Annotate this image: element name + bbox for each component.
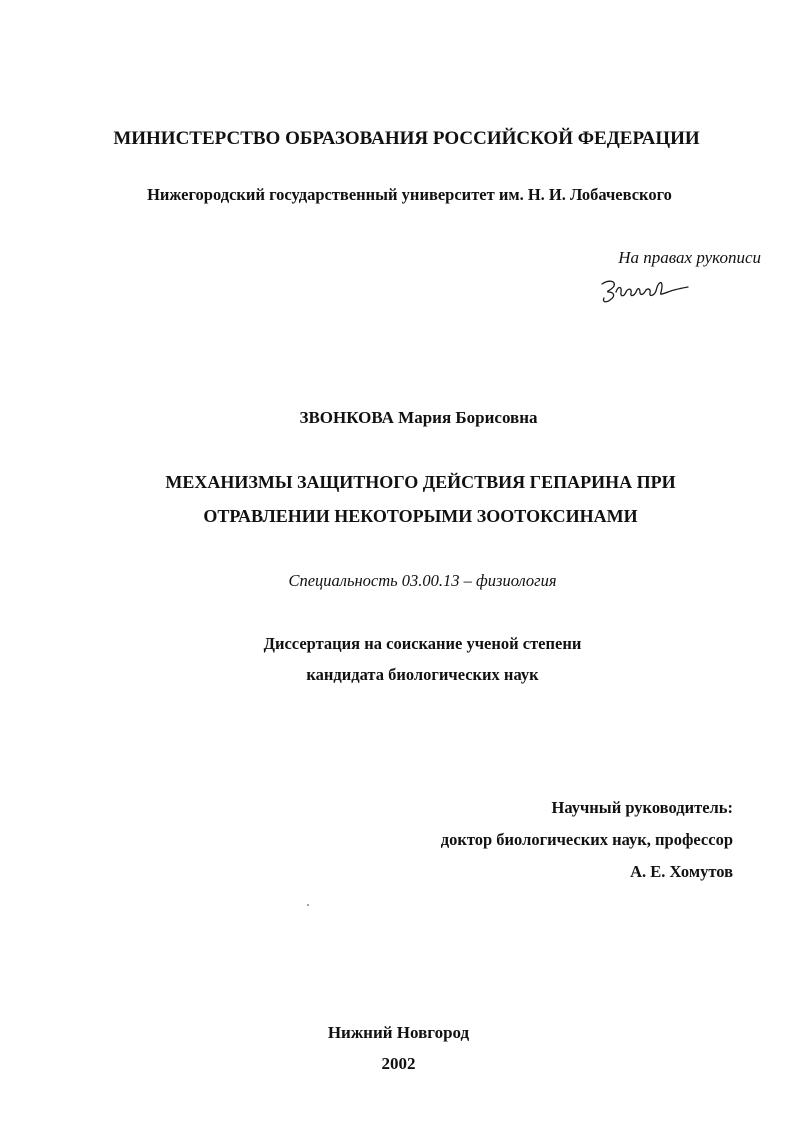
dissertation-title-line-1: МЕХАНИЗМЫ ЗАЩИТНОГО ДЕЙСТВИЯ ГЕПАРИНА ПРИ	[165, 472, 676, 492]
specialty: Специальность 03.00.13 – физиология	[288, 571, 557, 590]
advisor-label: Научный руководитель:	[551, 798, 733, 817]
advisor-title: доктор биологических наук, профессор	[440, 830, 733, 849]
degree-line-2: кандидата биологических наук	[306, 665, 539, 684]
city: Нижний Новгород	[327, 1023, 470, 1042]
manuscript-rights-note: На правах рукописи	[618, 248, 761, 267]
university-name: Нижегородский государственный университет им. Н. И. Лобачевского	[147, 185, 672, 204]
ministry-heading: МИНИСТЕРСТВО ОБРАЗОВАНИЯ РОССИЙСКОЙ ФЕДЕРАЦИИ	[113, 128, 700, 149]
scan-speck	[307, 904, 309, 906]
dissertation-title-line-2: ОТРАВЛЕНИИ НЕКОТОРЫМИ ЗООТОКСИНАМИ	[203, 506, 638, 526]
degree-line-1: Диссертация на соискание ученой степени	[263, 634, 582, 653]
advisor-name: А. Е. Хомутов	[630, 862, 733, 881]
author-name: ЗВОНКОВА Мария Борисовна	[299, 408, 538, 427]
handwritten-signature	[596, 270, 692, 310]
year: 2002	[381, 1054, 416, 1073]
